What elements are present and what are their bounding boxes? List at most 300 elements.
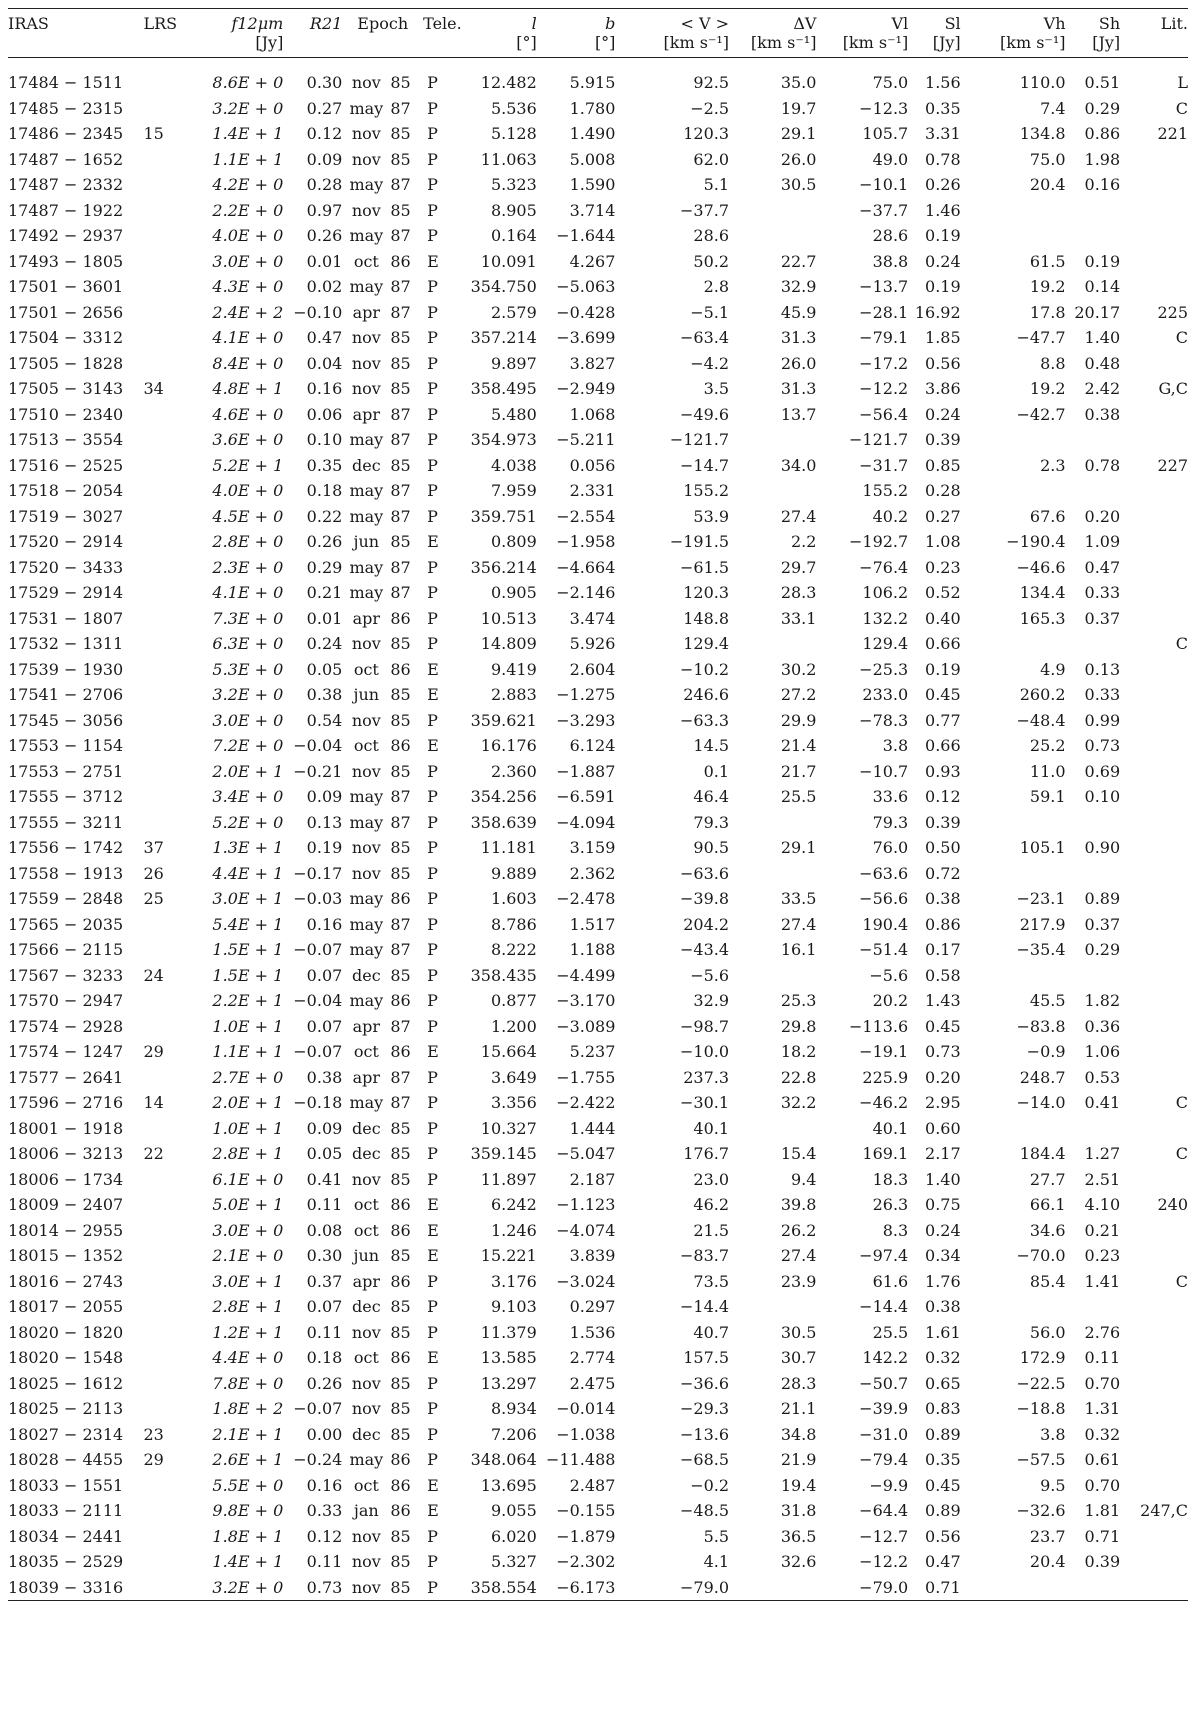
cell-sh: 0.13 <box>1084 659 1121 679</box>
cell-mon: may <box>349 812 384 832</box>
cell-tele: P <box>427 455 438 475</box>
cell-sl: 16.92 <box>914 302 961 322</box>
cell-b: −2.949 <box>556 379 616 399</box>
cell-v: 73.5 <box>693 1271 730 1291</box>
cell-r21: 0.12 <box>306 1526 343 1546</box>
cell-lrs <box>143 682 169 708</box>
cell-b: −1.644 <box>556 226 616 246</box>
cell-vh: −23.1 <box>1016 889 1066 909</box>
cell-f12: 1.5E + 1 <box>212 940 284 960</box>
cell-r21: 0.27 <box>306 98 343 118</box>
cell-mon: may <box>349 1093 384 1113</box>
cell-dv: 30.5 <box>780 175 817 195</box>
cell-b: 5.915 <box>569 73 616 93</box>
cell-b: 3.474 <box>569 608 616 628</box>
cell-vh: 3.8 <box>1040 1424 1066 1444</box>
cell-v: −191.5 <box>669 532 730 552</box>
cell-l: 1.246 <box>490 1220 537 1240</box>
cell-lrs: 29 <box>143 1450 164 1470</box>
cell-v: −29.3 <box>680 1399 730 1419</box>
cell-yr: 85 <box>390 685 411 705</box>
cell-iras: 17555 − 3712 <box>8 787 124 807</box>
cell-tele: P <box>427 226 438 246</box>
cell-vl: 3.8 <box>882 736 909 756</box>
table-row <box>8 810 1188 836</box>
cell-mon: nov <box>351 1526 381 1546</box>
table-row <box>8 402 1188 428</box>
table-row <box>8 580 1188 606</box>
cell-vl: −12.3 <box>859 98 909 118</box>
cell-dv: 30.2 <box>780 659 817 679</box>
cell-yr: 87 <box>390 557 411 577</box>
col-b: b <box>537 9 616 34</box>
cell-v: −61.5 <box>680 557 730 577</box>
cell-dv: 36.5 <box>780 1526 817 1546</box>
cell-tele: P <box>427 940 438 960</box>
cell-v: 46.2 <box>693 1195 730 1215</box>
cell-lit <box>1120 1575 1188 1601</box>
table-row <box>8 937 1188 963</box>
cell-l: 2.579 <box>490 302 537 322</box>
cell-r21: 0.01 <box>306 251 343 271</box>
table-row <box>8 1039 1188 1065</box>
cell-iras: 17492 − 2937 <box>8 226 124 246</box>
cell-v: −13.6 <box>680 1424 730 1444</box>
cell-sl: 0.58 <box>925 965 961 985</box>
cell-f12: 4.1E + 0 <box>212 583 284 603</box>
cell-v: 53.9 <box>693 506 730 526</box>
cell-sh: 0.10 <box>1084 787 1121 807</box>
cell-vl: −56.6 <box>859 889 909 909</box>
cell-tele: P <box>427 634 438 654</box>
cell-l: 3.649 <box>490 1067 537 1087</box>
cell-sl: 0.73 <box>925 1042 961 1062</box>
cell-b: 0.297 <box>569 1297 616 1317</box>
cell-lit <box>1120 963 1188 989</box>
cell-mon: may <box>349 481 384 501</box>
cell-iras: 17565 − 2035 <box>8 914 124 934</box>
cell-yr: 87 <box>390 404 411 424</box>
cell-sl: 0.27 <box>925 506 961 526</box>
cell-vh: −14.0 <box>1016 1093 1066 1113</box>
cell-tele: P <box>427 353 438 373</box>
cell-lrs <box>143 504 169 530</box>
cell-tele: P <box>427 481 438 501</box>
cell-f12: 2.2E + 0 <box>212 200 284 220</box>
cell-dv <box>729 478 816 504</box>
cell-lrs <box>143 912 169 938</box>
cell-f12: 1.5E + 1 <box>212 965 284 985</box>
cell-mon: nov <box>351 634 381 654</box>
cell-dv: 31.8 <box>780 1501 817 1521</box>
cell-b: −5.047 <box>556 1144 616 1164</box>
cell-iras: 17539 − 1930 <box>8 659 124 679</box>
cell-f12: 3.0E + 0 <box>212 710 284 730</box>
cell-yr: 86 <box>390 889 411 909</box>
cell-yr: 87 <box>390 430 411 450</box>
cell-lrs <box>143 1549 169 1575</box>
cell-mon: nov <box>351 73 381 93</box>
cell-lrs: 14 <box>143 1093 164 1113</box>
cell-l: 14.809 <box>480 634 537 654</box>
cell-tele: P <box>427 914 438 934</box>
cell-f12: 3.0E + 0 <box>212 251 284 271</box>
cell-sh: 0.29 <box>1084 98 1121 118</box>
cell-b: −1.755 <box>556 1067 616 1087</box>
table-row <box>8 376 1188 402</box>
cell-l: 6.242 <box>490 1195 537 1215</box>
cell-iras: 18033 − 1551 <box>8 1475 124 1495</box>
cell-f12: 4.0E + 0 <box>212 481 284 501</box>
cell-sh: 2.42 <box>1084 379 1121 399</box>
cell-r21: 0.09 <box>306 1118 343 1138</box>
unit-sl: [Jy] <box>908 33 960 58</box>
cell-sh: 0.73 <box>1084 736 1121 756</box>
cell-r21: −0.18 <box>293 1093 343 1113</box>
cell-v: −63.3 <box>680 710 730 730</box>
cell-lit <box>1120 223 1188 249</box>
cell-vh <box>961 198 1066 224</box>
cell-sl: 0.24 <box>925 404 961 424</box>
cell-f12: 2.1E + 1 <box>212 1424 284 1444</box>
cell-f12: 8.6E + 0 <box>212 73 284 93</box>
cell-tele: P <box>427 557 438 577</box>
cell-yr: 86 <box>390 1195 411 1215</box>
cell-sl: 0.23 <box>925 557 961 577</box>
cell-tele: P <box>427 73 438 93</box>
cell-sh: 1.27 <box>1084 1144 1121 1164</box>
cell-vh <box>961 223 1066 249</box>
cell-dv: 33.5 <box>780 889 817 909</box>
cell-b: 4.267 <box>569 251 616 271</box>
col-lrs: LRS <box>143 9 169 34</box>
cell-iras: 17556 − 1742 <box>8 838 124 858</box>
cell-iras: 17520 − 3433 <box>8 557 124 577</box>
cell-mon: nov <box>351 1552 381 1572</box>
cell-lrs <box>143 1243 169 1269</box>
cell-f12: 7.8E + 0 <box>212 1373 284 1393</box>
cell-vl: 49.0 <box>872 149 909 169</box>
cell-f12: 4.5E + 0 <box>212 506 284 526</box>
cell-l: 11.063 <box>480 149 537 169</box>
cell-sh: 4.10 <box>1084 1195 1121 1215</box>
cell-yr: 86 <box>390 608 411 628</box>
cell-sl: 0.45 <box>925 685 961 705</box>
cell-lit <box>1120 1218 1188 1244</box>
cell-l: 357.214 <box>470 328 537 348</box>
cell-v: 129.4 <box>683 634 730 654</box>
cell-sl: 0.75 <box>925 1195 961 1215</box>
cell-r21: 0.10 <box>306 430 343 450</box>
cell-r21: 0.16 <box>306 379 343 399</box>
cell-v: −79.0 <box>615 1575 729 1601</box>
cell-lrs <box>143 351 169 377</box>
cell-r21: 0.30 <box>306 73 343 93</box>
cell-f12: 1.4E + 1 <box>212 124 284 144</box>
cell-sl: 0.47 <box>925 1552 961 1572</box>
cell-mon: apr <box>352 1271 381 1291</box>
cell-lit <box>1120 1320 1188 1346</box>
cell-vl: −14.4 <box>859 1297 909 1317</box>
cell-v: 46.4 <box>693 787 730 807</box>
cell-f12: 4.0E + 0 <box>212 226 284 246</box>
cell-iras: 17518 − 2054 <box>8 481 124 501</box>
cell-dv: 29.1 <box>780 838 817 858</box>
cell-r21: 0.19 <box>306 838 343 858</box>
cell-v: −98.7 <box>680 1016 730 1036</box>
cell-dv: 33.1 <box>780 608 817 628</box>
table-row <box>8 963 1188 989</box>
cell-lrs: 34 <box>143 379 164 399</box>
cell-iras: 18028 − 4455 <box>8 1450 124 1470</box>
cell-lit <box>1120 1167 1188 1193</box>
cell-f12: 5.5E + 0 <box>212 1475 284 1495</box>
cell-r21: 0.73 <box>283 1575 342 1601</box>
cell-v: 204.2 <box>683 914 730 934</box>
cell-v: 40.1 <box>693 1118 730 1138</box>
cell-dv: 9.4 <box>790 1169 817 1189</box>
cell-tele: P <box>427 98 438 118</box>
table-row <box>8 1447 1188 1473</box>
cell-lrs: 15 <box>143 124 164 144</box>
unit-b: [°] <box>537 33 616 58</box>
cell-r21: 0.11 <box>306 1552 343 1572</box>
cell-tele: P <box>427 404 438 424</box>
cell-v: 120.3 <box>683 583 730 603</box>
cell-vh: 67.6 <box>1029 506 1066 526</box>
cell-dv: 22.7 <box>780 251 817 271</box>
unit-vl: [km s⁻¹] <box>816 33 908 58</box>
cell-iras: 17545 − 3056 <box>8 710 124 730</box>
cell-vh: −46.6 <box>1016 557 1066 577</box>
cell-dv: 26.2 <box>780 1220 817 1240</box>
cell-r21: 0.37 <box>306 1271 343 1291</box>
cell-iras: 17574 − 1247 <box>8 1042 124 1062</box>
cell-iras: 18020 − 1548 <box>8 1348 124 1368</box>
cell-iras: 18016 − 2743 <box>8 1271 124 1291</box>
table-row <box>8 835 1188 861</box>
cell-iras: 18027 − 2314 <box>8 1424 124 1444</box>
cell-f12: 6.3E + 0 <box>212 634 284 654</box>
cell-vl: 76.0 <box>872 838 909 858</box>
cell-vl: −56.4 <box>859 404 909 424</box>
cell-iras: 18014 − 2955 <box>8 1220 124 1240</box>
cell-vh: −70.0 <box>1016 1246 1066 1266</box>
cell-v: −37.7 <box>680 200 730 220</box>
cell-yr: 86 <box>390 1450 411 1470</box>
cell-f12: 5.4E + 1 <box>212 914 284 934</box>
cell-b: 1.780 <box>569 98 616 118</box>
cell-r21: 0.04 <box>306 353 343 373</box>
cell-vl: −78.3 <box>859 710 909 730</box>
cell-sl: 0.39 <box>925 812 961 832</box>
cell-dv: 34.0 <box>780 455 817 475</box>
cell-tele: P <box>427 1169 438 1189</box>
cell-b: 1.068 <box>569 404 616 424</box>
cell-b: −3.699 <box>556 328 616 348</box>
cell-lit: 247,C <box>1140 1501 1188 1521</box>
cell-yr: 85 <box>390 124 411 144</box>
cell-vl: −51.4 <box>859 940 909 960</box>
cell-f12: 2.1E + 0 <box>212 1246 284 1266</box>
cell-vh: 75.0 <box>1029 149 1066 169</box>
table-row <box>8 529 1188 555</box>
cell-l: 10.327 <box>480 1118 537 1138</box>
cell-r21: −0.17 <box>293 863 343 883</box>
cell-sh: 0.41 <box>1084 1093 1121 1113</box>
cell-yr: 85 <box>390 1552 411 1572</box>
cell-f12: 2.8E + 1 <box>212 1297 284 1317</box>
cell-sl: 0.77 <box>925 710 961 730</box>
table-row <box>8 1524 1188 1550</box>
cell-vl: −28.1 <box>859 302 909 322</box>
cell-dv: 21.4 <box>780 736 817 756</box>
cell-sh: 0.99 <box>1084 710 1121 730</box>
cell-lrs <box>143 631 169 657</box>
cell-l: 11.181 <box>480 838 537 858</box>
cell-vh: −35.4 <box>1016 940 1066 960</box>
cell-lrs <box>143 580 169 606</box>
cell-l: 5.327 <box>490 1552 537 1572</box>
cell-lit <box>1120 861 1188 887</box>
cell-r21: 0.97 <box>306 200 343 220</box>
cell-sh: 0.70 <box>1084 1373 1121 1393</box>
cell-l: 356.214 <box>470 557 537 577</box>
cell-dv: 21.1 <box>780 1399 817 1419</box>
cell-lrs: 26 <box>143 863 164 883</box>
cell-b: −1.123 <box>556 1195 616 1215</box>
cell-sl: 1.08 <box>925 532 961 552</box>
cell-b: −2.478 <box>556 889 616 909</box>
cell-sh: 0.19 <box>1084 251 1121 271</box>
cell-sl: 3.86 <box>925 379 961 399</box>
cell-yr: 86 <box>390 991 411 1011</box>
cell-f12: 3.0E + 1 <box>212 889 284 909</box>
cell-b: −1.038 <box>556 1424 616 1444</box>
cell-vh: 7.4 <box>1040 98 1066 118</box>
cell-sl: 0.83 <box>925 1399 961 1419</box>
cell-yr: 87 <box>390 98 411 118</box>
cell-vh: 27.7 <box>1029 1169 1066 1189</box>
cell-b: −6.173 <box>537 1575 616 1601</box>
cell-lit: G,C <box>1158 379 1188 399</box>
cell-sh: 0.86 <box>1084 124 1121 144</box>
cell-dv: 23.9 <box>780 1271 817 1291</box>
cell-mon: dec <box>351 1144 381 1164</box>
cell-v: 157.5 <box>683 1348 730 1368</box>
cell-f12: 4.2E + 0 <box>212 175 284 195</box>
cell-vl: −63.6 <box>859 863 909 883</box>
cell-vl: 132.2 <box>862 608 909 628</box>
cell-r21: 0.16 <box>306 914 343 934</box>
cell-sh: 2.51 <box>1084 1169 1121 1189</box>
cell-l: 354.973 <box>470 430 537 450</box>
cell-lit <box>1120 427 1188 453</box>
cell-yr: 86 <box>390 1271 411 1291</box>
cell-tele: E <box>427 1042 439 1062</box>
cell-yr: 85 <box>390 532 411 552</box>
cell-b: 2.187 <box>569 1169 616 1189</box>
cell-vl: 225.9 <box>862 1067 909 1087</box>
cell-b: 2.604 <box>569 659 616 679</box>
cell-lrs <box>143 1371 169 1397</box>
cell-vh: 56.0 <box>1029 1322 1066 1342</box>
cell-yr: 87 <box>390 481 411 501</box>
cell-l: 358.639 <box>470 812 537 832</box>
cell-b: 3.714 <box>569 200 616 220</box>
cell-lrs <box>143 810 169 836</box>
cell-vh <box>961 1294 1066 1320</box>
cell-sl: 0.39 <box>925 430 961 450</box>
cell-yr: 87 <box>390 787 411 807</box>
catalog-table <box>8 8 1188 1601</box>
cell-v: 79.3 <box>693 812 730 832</box>
cell-vh: 105.1 <box>1019 838 1066 858</box>
cell-sh: 0.51 <box>1084 73 1121 93</box>
cell-vh: 66.1 <box>1029 1195 1066 1215</box>
cell-r21: 0.26 <box>306 226 343 246</box>
cell-yr: 85 <box>390 1144 411 1164</box>
cell-v: −83.7 <box>680 1246 730 1266</box>
cell-sh <box>1066 861 1121 887</box>
cell-r21: 0.07 <box>306 1016 343 1036</box>
cell-mon: may <box>349 506 384 526</box>
cell-vl: 20.2 <box>872 991 909 1011</box>
cell-r21: 0.12 <box>306 124 343 144</box>
cell-lit <box>1120 886 1188 912</box>
unit-v: [km s⁻¹] <box>615 33 729 58</box>
cell-tele: E <box>427 1348 439 1368</box>
cell-dv: 32.9 <box>780 277 817 297</box>
cell-lit <box>1120 682 1188 708</box>
cell-sh: 0.38 <box>1084 404 1121 424</box>
cell-yr: 85 <box>390 1322 411 1342</box>
cell-v: −14.4 <box>680 1297 730 1317</box>
cell-tele: P <box>427 1093 438 1113</box>
cell-v: 23.0 <box>693 1169 730 1189</box>
cell-lit <box>1120 1549 1188 1575</box>
cell-r21: 0.09 <box>306 149 343 169</box>
cell-lit <box>1120 1243 1188 1269</box>
cell-mon: oct <box>353 659 379 679</box>
cell-f12: 1.0E + 1 <box>212 1016 284 1036</box>
cell-b: 2.362 <box>569 863 616 883</box>
cell-vl: 79.3 <box>872 812 909 832</box>
cell-f12: 2.4E + 2 <box>212 302 284 322</box>
cell-dv: 15.4 <box>780 1144 817 1164</box>
cell-dv: 13.7 <box>780 404 817 424</box>
cell-l: 0.905 <box>490 583 537 603</box>
cell-mon: may <box>349 889 384 909</box>
cell-sl: 1.76 <box>925 1271 961 1291</box>
cell-mon: dec <box>351 1297 381 1317</box>
cell-sl: 0.35 <box>925 98 961 118</box>
cell-lit <box>1120 1065 1188 1091</box>
cell-b: 1.490 <box>569 124 616 144</box>
cell-mon: may <box>349 914 384 934</box>
cell-tele: P <box>427 200 438 220</box>
cell-sl: 2.17 <box>925 1144 961 1164</box>
cell-vl: −76.4 <box>859 557 909 577</box>
cell-v: 14.5 <box>693 736 730 756</box>
cell-vl: 169.1 <box>862 1144 909 1164</box>
cell-vh: −18.8 <box>1016 1399 1066 1419</box>
cell-v: −14.7 <box>680 455 730 475</box>
cell-vl: 40.2 <box>872 506 909 526</box>
table-row <box>8 427 1188 453</box>
cell-vl: −39.9 <box>859 1399 909 1419</box>
cell-vh <box>961 427 1066 453</box>
